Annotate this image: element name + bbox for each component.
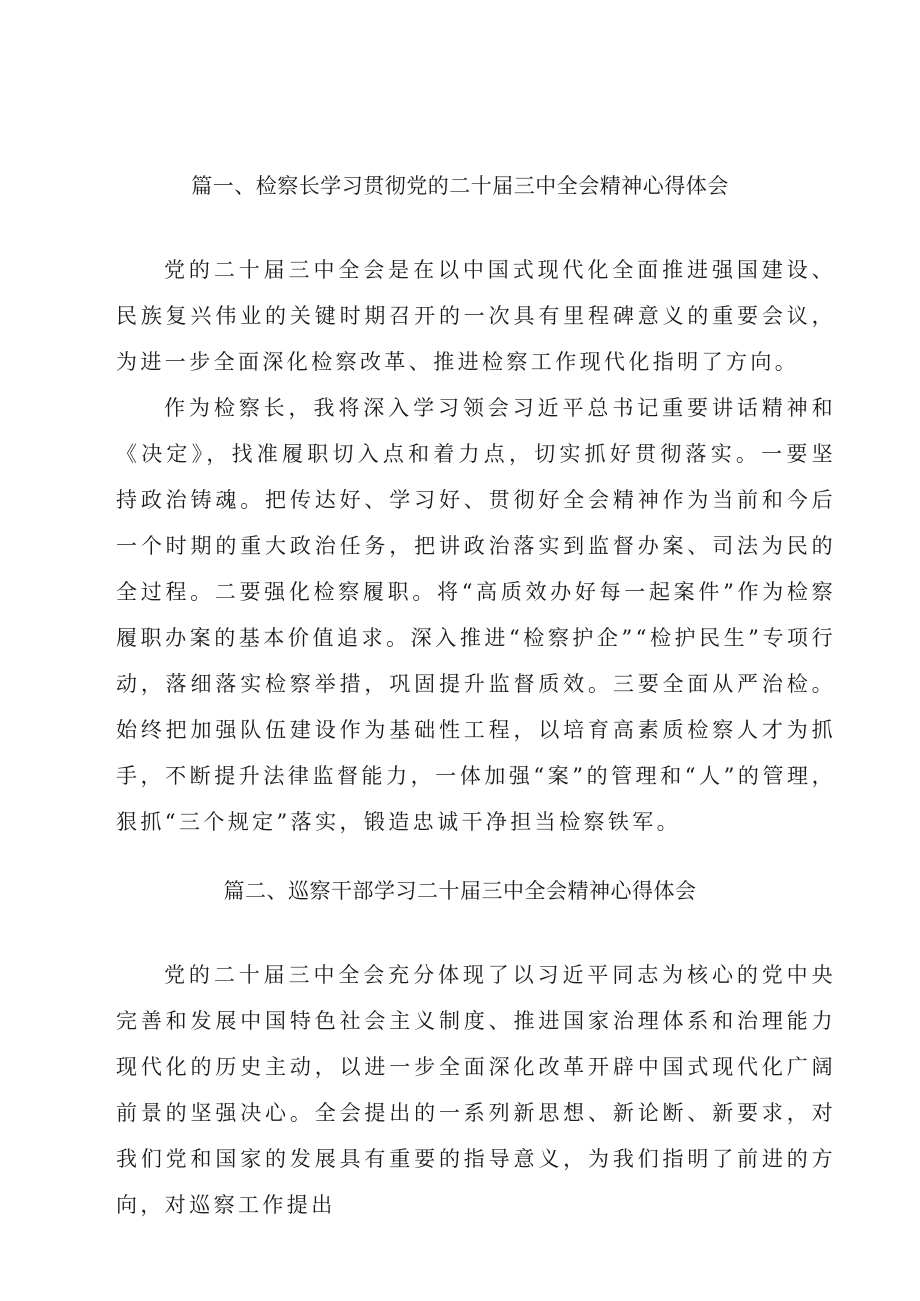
- section-title-2: 篇二、巡察干部学习二十届三中全会精神心得体会: [223, 879, 697, 903]
- section-2-paragraph-1: 党的二十届三中全会充分体现了以习近平同志为核心的党中央完善和发展中国特色社会主义制度、推进国家治理体系和治理能力现代化的历史主动，以进一步全面深化改革开辟中国式现代化广阔前景的坚强决心。全会提出的一系列新思想、新论断、新要求，对我们党和国家的发展具有重要的指导意义，为我们指明了前进的方向，对巡察工作提出: [116, 963, 836, 1217]
- section-title-1: 篇一、检察长学习贯彻党的二十届三中全会精神心得体会: [191, 174, 729, 198]
- section-1-paragraph-1: 党的二十届三中全会是在以中国式现代化全面推进强国建设、民族复兴伟业的关键时期召开的一次具有里程碑意义的重要会议，为进一步全面深化检察改革、推进检察工作现代化指明了方向。: [116, 258, 836, 374]
- section-1-paragraph-2: 作为检察长，我将深入学习领会习近平总书记重要讲话精神和《决定》，找准履职切入点和着力点，切实抓好贯彻落实。一要坚持政治铸魂。把传达好、学习好、贯彻好全会精神作为当前和今后一个时期的重大政治任务，把讲政治落实到监督办案、司法为民的全过程。二要强化检察履职。将“高质效办好每一起案件”作为检察履职办案的基本价值追求。深入推进“检察护企”“检护民生”专项行动，落细落实检察举措，巩固提升监督质效。三要全面从严治检。始终把加强队伍建设作为基础性工程，以培育高素质检察人才为抓手，不断提升法律监督能力，一体加强“案”的管理和“人”的管理，狠抓“三个规定”落实，锻造忠诚干净担当检察铁军。: [116, 396, 836, 834]
